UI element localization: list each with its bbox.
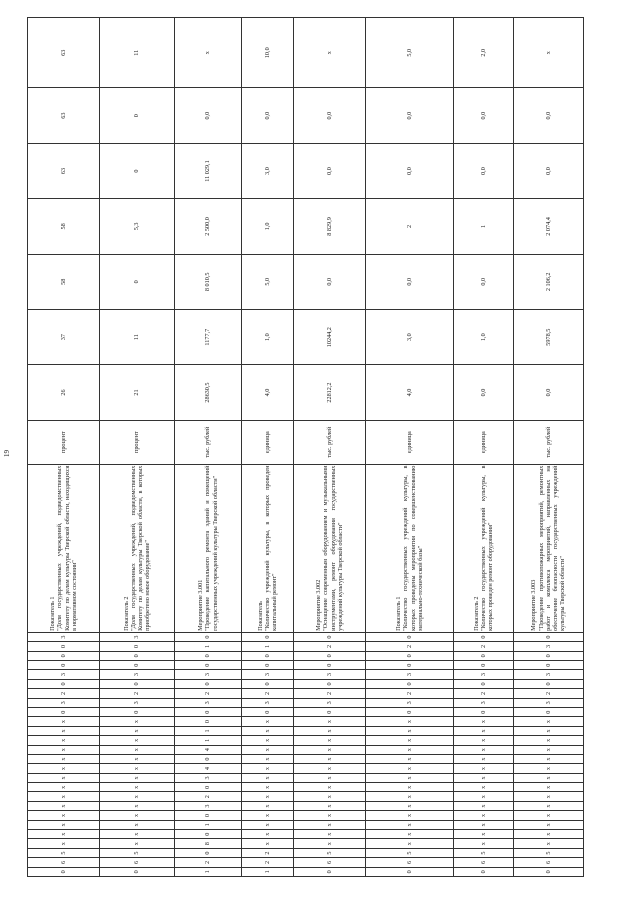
value-cell: 5978,5 (514, 309, 584, 364)
code-cell: х (100, 839, 175, 848)
value-cell: х (294, 18, 366, 88)
code-cell: 0 (175, 783, 242, 792)
code-cell: 2 (366, 689, 454, 698)
code-cell: х (100, 754, 175, 763)
code-cell: х (514, 764, 584, 773)
code-cell: х (28, 820, 100, 829)
value-cell: 1,0 (454, 309, 514, 364)
code-cell: х (242, 745, 294, 754)
code-cell: х (294, 801, 366, 810)
item-name-cell: Показатель 2 "Количество государственных учреждений культуры, в которых проведен ремонт оборудования" (454, 464, 514, 632)
value-cell: 11 (100, 309, 175, 364)
code-cell: 3 (100, 632, 175, 641)
code-cell: 2 (242, 689, 294, 698)
code-cell: 2 (454, 642, 514, 651)
code-cell: 0 (366, 661, 454, 670)
page-number: 19 (3, 450, 11, 457)
code-cell: х (514, 717, 584, 726)
value-cell: 0,0 (454, 365, 514, 420)
value-cell: 0 (100, 88, 175, 143)
code-cell: 0 (514, 679, 584, 688)
code-cell: 3 (454, 698, 514, 707)
unit-cell: тыс. рублей (514, 420, 584, 464)
code-cell: 3 (514, 642, 584, 651)
code-cell: 2 (175, 792, 242, 801)
code-cell: 0 (100, 651, 175, 660)
code-cell: 3 (100, 698, 175, 707)
value-cell: 2 074,4 (514, 199, 584, 254)
code-cell: х (242, 754, 294, 763)
code-cell: х (514, 830, 584, 839)
code-cell: 2 (514, 689, 584, 698)
code-cell: 0 (100, 867, 175, 876)
code-cell: 3 (366, 670, 454, 679)
code-cell: х (28, 764, 100, 773)
unit-cell: тыс. рублей (294, 420, 366, 464)
code-cell: х (514, 736, 584, 745)
unit-cell: единица (366, 420, 454, 464)
value-cell: 21 (100, 365, 175, 420)
value-cell: 5,0 (366, 18, 454, 88)
code-cell: 5 (514, 848, 584, 857)
value-cell: 0 (100, 143, 175, 198)
table-row (454, 18, 514, 877)
value-cell: 0,0 (366, 143, 454, 198)
code-cell: 2 (294, 689, 366, 698)
code-cell: 3 (454, 670, 514, 679)
code-cell: х (100, 830, 175, 839)
value-cell: 0,0 (454, 88, 514, 143)
unit-cell: тыс. рублей (175, 420, 242, 464)
value-cell: 26 (28, 365, 100, 420)
code-cell: х (294, 745, 366, 754)
code-cell: х (28, 792, 100, 801)
value-cell: 0,0 (294, 88, 366, 143)
code-cell: 4 (175, 764, 242, 773)
unit-cell: процент (28, 420, 100, 464)
code-cell: 0 (454, 661, 514, 670)
code-cell: х (242, 736, 294, 745)
code-cell: 3 (175, 801, 242, 810)
code-cell: х (28, 754, 100, 763)
code-cell: х (454, 801, 514, 810)
value-cell: 0 (100, 254, 175, 309)
code-cell: 5 (454, 848, 514, 857)
code-cell: х (366, 839, 454, 848)
code-cell: х (28, 830, 100, 839)
code-cell: х (454, 783, 514, 792)
code-cell: х (514, 783, 584, 792)
code-cell: 5 (100, 848, 175, 857)
code-cell: х (242, 773, 294, 782)
value-cell: 0,0 (454, 254, 514, 309)
value-cell: х (175, 18, 242, 88)
code-cell: 0 (454, 679, 514, 688)
code-cell: 1 (175, 726, 242, 735)
table-row (366, 18, 454, 877)
code-cell: х (294, 783, 366, 792)
code-cell: х (454, 736, 514, 745)
code-cell: 0 (100, 642, 175, 651)
code-cell: х (294, 754, 366, 763)
value-cell: 0,0 (366, 88, 454, 143)
code-cell: х (28, 811, 100, 820)
code-cell: х (366, 736, 454, 745)
code-cell: 0 (514, 651, 584, 660)
code-cell: 2 (28, 689, 100, 698)
code-cell: 0 (366, 707, 454, 716)
code-cell: х (242, 764, 294, 773)
code-cell: х (454, 764, 514, 773)
code-cell: 3 (514, 698, 584, 707)
item-name-cell: Показатель 1 "Доля государственных учреждений, подведомственных Комитету по делам культуры Тверской области, находящихся в нормативном состоянии" (28, 464, 100, 632)
code-cell: х (366, 745, 454, 754)
code-cell: 0 (294, 661, 366, 670)
code-cell: 0 (514, 707, 584, 716)
code-cell: х (366, 830, 454, 839)
code-cell: х (294, 839, 366, 848)
code-cell: х (454, 745, 514, 754)
program-table (27, 17, 584, 877)
code-cell: 3 (175, 670, 242, 679)
item-name-cell: Показатель "Количество учреждений культуры, в которых проведен капитальный ремонт" (242, 464, 294, 632)
code-cell: х (454, 726, 514, 735)
code-cell: 0 (175, 754, 242, 763)
value-cell: 3,0 (366, 309, 454, 364)
value-cell: 3,0 (242, 143, 294, 198)
code-cell: х (454, 839, 514, 848)
code-cell: х (366, 820, 454, 829)
code-cell: х (366, 801, 454, 810)
code-cell: х (514, 726, 584, 735)
code-cell: х (242, 801, 294, 810)
code-cell: 1 (175, 867, 242, 876)
code-cell: х (28, 736, 100, 745)
code-cell: 0 (454, 867, 514, 876)
code-cell: 3 (242, 670, 294, 679)
code-cell: 0 (175, 830, 242, 839)
code-cell: 3 (28, 698, 100, 707)
code-cell: 3 (294, 698, 366, 707)
code-cell: х (366, 764, 454, 773)
code-cell: х (242, 820, 294, 829)
code-cell: х (514, 811, 584, 820)
code-cell: х (242, 792, 294, 801)
code-cell: 0 (294, 707, 366, 716)
code-cell: 0 (454, 707, 514, 716)
code-cell: х (514, 773, 584, 782)
value-cell: 5,0 (242, 254, 294, 309)
code-cell: х (366, 754, 454, 763)
code-cell: 6 (294, 858, 366, 867)
unit-cell: единица (454, 420, 514, 464)
code-cell: х (514, 745, 584, 754)
code-cell: 3 (294, 670, 366, 679)
value-cell: 0,0 (454, 143, 514, 198)
code-cell: 2 (454, 689, 514, 698)
value-cell: 37 (28, 309, 100, 364)
code-cell: х (514, 801, 584, 810)
code-cell: 2 (366, 642, 454, 651)
code-cell: х (294, 773, 366, 782)
code-cell: 3 (242, 698, 294, 707)
code-cell: 0 (28, 867, 100, 876)
code-cell: 3 (28, 670, 100, 679)
code-cell: 0 (242, 632, 294, 641)
table-row (242, 18, 294, 877)
table-row (175, 18, 242, 877)
code-cell: 0 (175, 707, 242, 716)
code-cell: х (294, 792, 366, 801)
code-cell: х (366, 773, 454, 782)
code-cell: 0 (242, 707, 294, 716)
code-cell: х (28, 745, 100, 754)
code-cell: 0 (175, 661, 242, 670)
table-row (514, 18, 584, 877)
value-cell: 0,0 (366, 254, 454, 309)
code-cell: 0 (175, 679, 242, 688)
code-cell: 2 (294, 642, 366, 651)
value-cell: 11 029,1 (175, 143, 242, 198)
code-cell: 0 (175, 717, 242, 726)
unit-cell: процент (100, 420, 175, 464)
code-cell: 3 (175, 773, 242, 782)
code-cell: х (100, 773, 175, 782)
code-cell: 1 (175, 642, 242, 651)
value-cell: 0,0 (514, 365, 584, 420)
code-cell: х (294, 726, 366, 735)
code-cell: х (454, 820, 514, 829)
code-cell: х (514, 839, 584, 848)
code-cell: х (454, 754, 514, 763)
code-cell: 3 (100, 670, 175, 679)
value-cell: 10244,2 (294, 309, 366, 364)
value-cell: 63 (28, 143, 100, 198)
code-cell: 0 (242, 661, 294, 670)
value-cell: 4,0 (242, 365, 294, 420)
code-cell: 6 (454, 858, 514, 867)
value-cell: 1177,7 (175, 309, 242, 364)
code-cell: х (514, 792, 584, 801)
value-cell: 0,0 (514, 88, 584, 143)
value-cell: 22812,2 (294, 365, 366, 420)
code-cell: х (514, 754, 584, 763)
value-cell: 2 (366, 199, 454, 254)
code-cell: 0 (294, 679, 366, 688)
code-cell: х (28, 801, 100, 810)
code-cell: 0 (28, 679, 100, 688)
code-cell: 0 (514, 661, 584, 670)
code-cell: 0 (242, 651, 294, 660)
code-cell: х (100, 801, 175, 810)
value-cell: 58 (28, 199, 100, 254)
code-cell: х (242, 830, 294, 839)
code-cell: х (242, 839, 294, 848)
value-cell: 1,0 (242, 199, 294, 254)
code-cell: х (28, 773, 100, 782)
code-cell: 0 (100, 679, 175, 688)
code-cell: 0 (514, 867, 584, 876)
code-cell: 2 (175, 689, 242, 698)
value-cell: 63 (28, 18, 100, 88)
code-cell: х (366, 792, 454, 801)
code-cell: 2 (242, 858, 294, 867)
code-cell: х (454, 773, 514, 782)
code-cell: 5 (366, 848, 454, 857)
code-cell: х (100, 811, 175, 820)
value-cell: 58 (28, 254, 100, 309)
unit-cell: единица (242, 420, 294, 464)
value-cell: 0,0 (242, 88, 294, 143)
code-cell: х (100, 736, 175, 745)
code-cell: 0 (366, 632, 454, 641)
code-cell: х (454, 811, 514, 820)
code-cell: х (454, 792, 514, 801)
code-cell: 1 (242, 642, 294, 651)
item-name-cell: Показатель 2 "Доля государственных учреждений, подведомственных Комитету по делам культуры Тверской области, в которых приобретено новое оборудование" (100, 464, 175, 632)
code-cell: 0 (366, 867, 454, 876)
table-row (28, 18, 100, 877)
code-cell: х (294, 764, 366, 773)
code-cell: 0 (28, 642, 100, 651)
code-cell: 2 (175, 858, 242, 867)
code-cell: х (294, 820, 366, 829)
code-cell: 1 (175, 820, 242, 829)
code-cell: 0 (175, 848, 242, 857)
code-cell: 0 (454, 632, 514, 641)
value-cell: х (514, 18, 584, 88)
code-cell: 3 (366, 698, 454, 707)
code-cell: 0 (100, 661, 175, 670)
code-cell: х (242, 783, 294, 792)
code-cell: х (514, 820, 584, 829)
table-row (294, 18, 366, 877)
code-cell: 2 (100, 689, 175, 698)
code-cell: х (100, 745, 175, 754)
code-cell: х (366, 717, 454, 726)
code-cell: 0 (28, 651, 100, 660)
code-cell: 0 (175, 811, 242, 820)
code-cell: 0 (514, 632, 584, 641)
code-cell: 6 (100, 858, 175, 867)
item-name-cell: Мероприятие 3.002 "Оснащение современным оборудованием и музыкальными инструментами, ремонт оборудования государственных учреждений культуры Тверской области" (294, 464, 366, 632)
value-cell: 28630,5 (175, 365, 242, 420)
value-cell: 8 010,5 (175, 254, 242, 309)
code-cell: 0 (28, 707, 100, 716)
code-cell: 3 (514, 670, 584, 679)
code-cell: х (294, 830, 366, 839)
code-cell: 0 (28, 661, 100, 670)
code-cell: 0 (366, 679, 454, 688)
code-cell: х (366, 811, 454, 820)
code-cell: х (294, 717, 366, 726)
code-cell: 0 (175, 651, 242, 660)
code-cell: 0 (242, 679, 294, 688)
code-cell: 5 (294, 848, 366, 857)
code-cell: х (28, 726, 100, 735)
item-name-cell: Показатель 1 "Количество государственных учреждений культуры, в которых проведены мероприятия по совершенствованию материально-технической базы" (366, 464, 454, 632)
code-cell: х (366, 783, 454, 792)
value-cell: 10,0 (242, 18, 294, 88)
code-cell: 1 (175, 736, 242, 745)
code-cell: х (28, 839, 100, 848)
value-cell: 0,0 (514, 143, 584, 198)
code-cell: х (242, 726, 294, 735)
value-cell: 2,0 (454, 18, 514, 88)
code-cell: х (100, 820, 175, 829)
code-cell: х (100, 792, 175, 801)
table-row (100, 18, 175, 877)
code-cell: х (242, 811, 294, 820)
code-cell: 6 (28, 858, 100, 867)
value-cell: 0,0 (294, 254, 366, 309)
code-cell: х (28, 783, 100, 792)
value-cell: 4,0 (366, 365, 454, 420)
code-cell: х (100, 726, 175, 735)
value-cell: 2 106,2 (514, 254, 584, 309)
item-name-cell: Мероприятие 3.003 "Проведение противопожарных мероприятий, ремонтных работ и комплекса мероприятий, направленных на обеспечение безопасности государственных учреждений культуры Тверской области" (514, 464, 584, 632)
code-cell: х (294, 811, 366, 820)
code-cell: х (454, 830, 514, 839)
code-cell: 3 (28, 632, 100, 641)
code-cell: 6 (366, 858, 454, 867)
code-cell: 0 (294, 632, 366, 641)
code-cell: 3 (175, 698, 242, 707)
code-cell: 8 (175, 839, 242, 848)
code-cell: х (294, 736, 366, 745)
code-cell: х (366, 726, 454, 735)
code-cell: х (454, 717, 514, 726)
value-cell: 63 (28, 88, 100, 143)
value-cell: 1,0 (242, 309, 294, 364)
value-cell: 1 (454, 199, 514, 254)
code-cell: 0 (294, 651, 366, 660)
value-cell: 5,3 (100, 199, 175, 254)
code-cell: 0 (366, 651, 454, 660)
code-cell: х (100, 783, 175, 792)
value-cell: 0,0 (175, 88, 242, 143)
code-cell: 4 (175, 745, 242, 754)
value-cell: 0,0 (294, 143, 366, 198)
code-cell: 0 (294, 867, 366, 876)
value-cell: 11 (100, 18, 175, 88)
code-cell: х (242, 717, 294, 726)
code-cell: 5 (28, 848, 100, 857)
code-cell: х (28, 717, 100, 726)
code-cell: 1 (242, 867, 294, 876)
code-cell: 0 (175, 632, 242, 641)
code-cell: 0 (100, 707, 175, 716)
value-cell: 8 829,9 (294, 199, 366, 254)
code-cell: 0 (454, 651, 514, 660)
code-cell: 6 (514, 858, 584, 867)
code-cell: х (100, 764, 175, 773)
code-cell: 2 (242, 848, 294, 857)
item-name-cell: Мероприятие 3.001 "Проведение капитального ремонта зданий и помещений государственных учреждений культуры Тверской области" (175, 464, 242, 632)
value-cell: 2 500,0 (175, 199, 242, 254)
code-cell: х (100, 717, 175, 726)
